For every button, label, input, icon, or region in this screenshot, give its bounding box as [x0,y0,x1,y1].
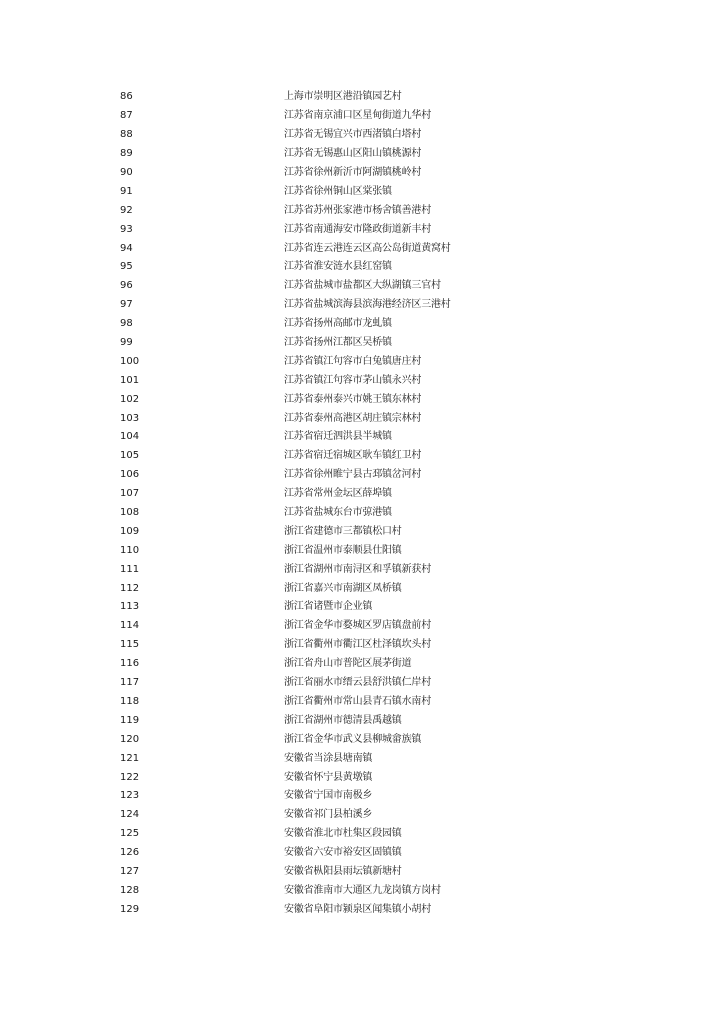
row-number: 95 [120,261,133,273]
row-number: 102 [120,393,140,405]
row-number: 116 [120,658,140,670]
list-row [120,636,680,655]
row-location-name: 江苏省泰州高港区胡庄镇宗林村 [284,412,422,424]
row-number: 121 [120,752,140,764]
row-number: 101 [120,374,140,386]
row-number: 126 [120,847,140,859]
row-location-name: 江苏省扬州江都区吴桥镇 [284,337,392,349]
list-row [120,164,680,183]
row-number: 119 [120,714,140,726]
row-number: 94 [120,242,133,254]
row-location-name: 浙江省舟山市普陀区展茅街道 [284,658,412,670]
row-location-name: 上海市崇明区港沿镇园艺村 [284,91,402,103]
row-number: 113 [120,601,140,613]
list-row [120,371,680,390]
row-location-name: 江苏省南京浦口区星甸街道九华村 [284,110,431,122]
row-location-name: 浙江省嘉兴市南湖区凤桥镇 [284,582,402,594]
row-number: 103 [120,412,140,424]
row-location-name: 浙江省金华市婺城区罗店镇盘前村 [284,620,431,632]
row-number: 120 [120,733,140,745]
row-location-name: 安徽省怀宁县黄墩镇 [284,771,373,783]
row-number: 111 [120,563,140,575]
list-row [120,447,680,466]
list-row [120,126,680,145]
row-location-name: 浙江省衢州市衢江区杜泽镇坎头村 [284,639,431,651]
row-location-name: 江苏省宿迁泗洪县半城镇 [284,431,392,443]
row-location-name: 江苏省镇江句容市白兔镇唐庄村 [284,355,422,367]
row-number: 125 [120,828,140,840]
row-location-name: 江苏省扬州高邮市龙虬镇 [284,318,392,330]
row-location-name: 江苏省常州金坛区薛埠镇 [284,488,392,500]
list-row [120,617,680,636]
list-row [120,220,680,239]
row-number: 98 [120,318,133,330]
row-number: 110 [120,544,140,556]
row-number: 114 [120,620,140,632]
row-location-name: 浙江省衢州市常山县青石镇水南村 [284,695,431,707]
list-row [120,579,680,598]
village-list [120,88,680,919]
row-number: 97 [120,299,133,311]
list-row [120,145,680,164]
row-location-name: 江苏省盐城滨海县滨海港经济区三港村 [284,299,451,311]
row-location-name: 安徽省宁国市南极乡 [284,790,373,802]
row-number: 93 [120,223,133,235]
row-location-name: 江苏省苏州张家港市杨舍镇善港村 [284,204,431,216]
row-number: 91 [120,185,133,197]
row-number: 127 [120,865,140,877]
row-location-name: 江苏省盐城市盐都区大纵湖镇三官村 [284,280,441,292]
row-number: 100 [120,355,140,367]
row-location-name: 浙江省建德市三都镇松口村 [284,525,402,537]
row-number: 99 [120,337,133,349]
row-number: 106 [120,469,140,481]
list-row [120,806,680,825]
list-row [120,428,680,447]
list-row [120,825,680,844]
list-row [120,560,680,579]
row-location-name: 安徽省枞阳县雨坛镇新塘村 [284,865,402,877]
row-number: 107 [120,488,140,500]
list-row [120,693,680,712]
row-location-name: 浙江省温州市泰顺县仕阳镇 [284,544,402,556]
list-row [120,730,680,749]
list-row [120,787,680,806]
row-location-name: 安徽省阜阳市颍泉区闻集镇小胡村 [284,903,431,915]
list-row [120,844,680,863]
list-row [120,466,680,485]
list-row [120,239,680,258]
row-number: 122 [120,771,140,783]
list-row [120,598,680,617]
list-row [120,182,680,201]
row-number: 104 [120,431,140,443]
list-row [120,88,680,107]
list-row [120,749,680,768]
row-location-name: 江苏省无锡惠山区阳山镇桃源村 [284,148,422,160]
row-location-name: 安徽省六安市裕安区固镇镇 [284,847,402,859]
row-location-name: 江苏省镇江句容市茅山镇永兴村 [284,374,422,386]
row-number: 128 [120,884,140,896]
row-location-name: 江苏省徐州睢宁县古邳镇岔河村 [284,469,422,481]
row-number: 96 [120,280,133,292]
list-row [120,352,680,371]
list-row [120,655,680,674]
row-number: 87 [120,110,133,122]
row-number: 118 [120,695,140,707]
list-row [120,711,680,730]
row-location-name: 江苏省盐城东台市弶港镇 [284,507,392,519]
row-number: 89 [120,148,133,160]
list-row [120,674,680,693]
row-location-name: 江苏省淮安涟水县红窑镇 [284,261,392,273]
row-location-name: 江苏省连云港连云区高公岛街道黄窝村 [284,242,451,254]
list-row [120,541,680,560]
list-row [120,296,680,315]
row-number: 112 [120,582,140,594]
row-location-name: 安徽省淮北市杜集区段园镇 [284,828,402,840]
list-row [120,768,680,787]
row-location-name: 浙江省湖州市德清县禹越镇 [284,714,402,726]
row-location-name: 安徽省当涂县塘南镇 [284,752,373,764]
list-row [120,485,680,504]
row-location-name: 江苏省宿迁宿城区耿车镇红卫村 [284,450,422,462]
list-row [120,277,680,296]
list-row [120,409,680,428]
list-row [120,900,680,919]
list-row [120,504,680,523]
row-location-name: 浙江省诸暨市企业镇 [284,601,373,613]
row-number: 105 [120,450,140,462]
row-location-name: 江苏省徐州新沂市阿湖镇桃岭村 [284,167,422,178]
row-location-name: 江苏省泰州泰兴市姚王镇东林村 [284,393,422,405]
row-number: 88 [120,129,133,141]
list-row [120,522,680,541]
list-row [120,863,680,882]
row-location-name: 浙江省金华市武义县柳城畲族镇 [284,733,422,745]
list-row [120,201,680,220]
row-number: 86 [120,91,133,103]
list-row [120,315,680,334]
row-location-name: 浙江省丽水市缙云县舒洪镇仁岸村 [284,677,431,689]
row-number: 124 [120,809,140,821]
list-row [120,881,680,900]
row-number: 92 [120,204,133,216]
list-row [120,390,680,409]
row-number: 117 [120,677,140,689]
list-row [120,258,680,277]
row-location-name: 安徽省祁门县柏溪乡 [284,809,373,821]
row-location-name: 安徽省淮南市大通区九龙岗镇方岗村 [284,884,441,896]
row-number: 109 [120,525,140,537]
row-number: 90 [120,167,133,178]
row-location-name: 江苏省徐州铜山区棠张镇 [284,185,392,197]
row-location-name: 江苏省南通海安市隆政街道新丰村 [284,223,431,235]
row-number: 129 [120,903,140,915]
list-row [120,107,680,126]
row-number: 108 [120,507,140,519]
list-row [120,334,680,353]
row-number: 115 [120,639,140,651]
row-location-name: 浙江省湖州市南浔区和孚镇新获村 [284,563,431,575]
row-location-name: 江苏省无锡宜兴市西渚镇白塔村 [284,129,422,141]
row-number: 123 [120,790,140,802]
